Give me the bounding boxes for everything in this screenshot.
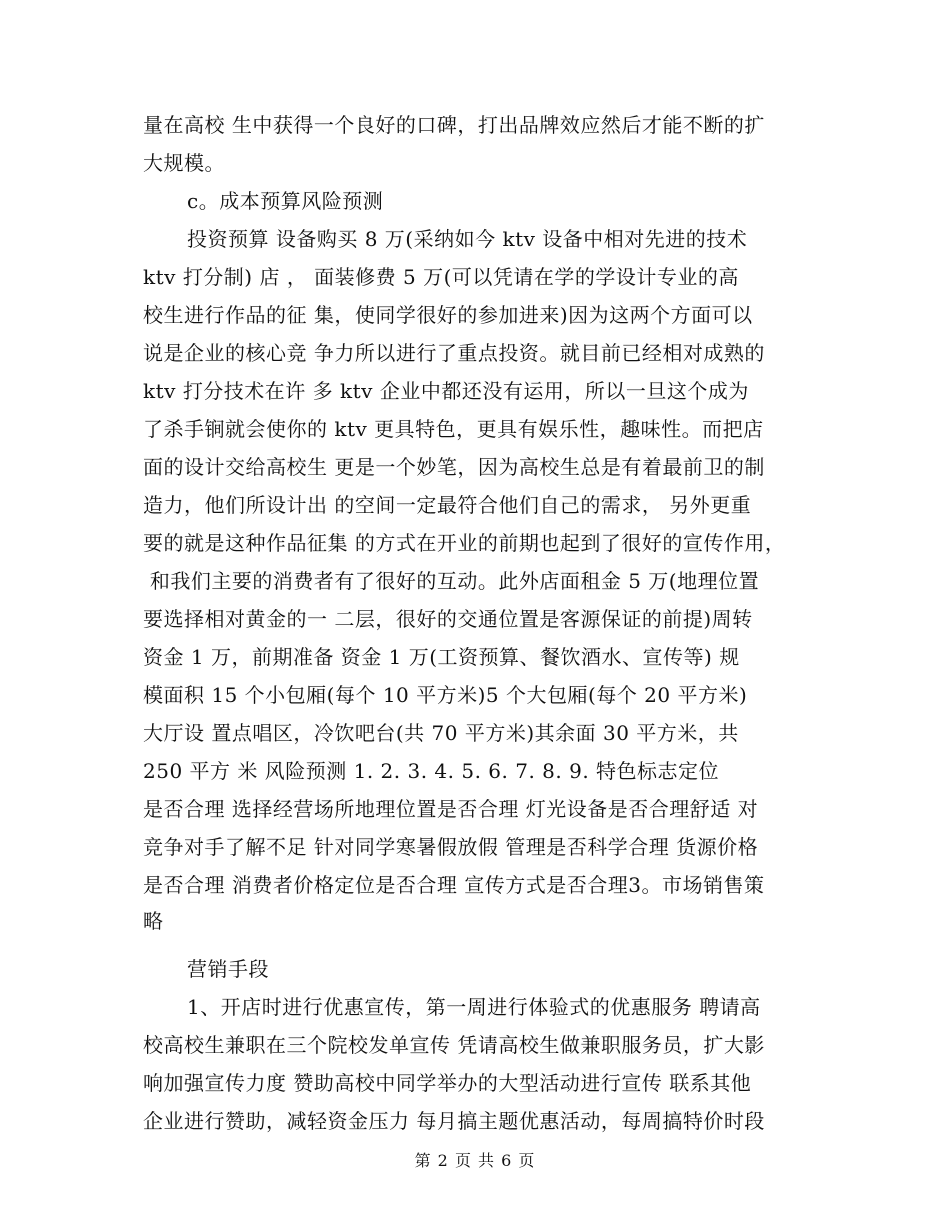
text-line: 了杀手锏就会使你的 ktv 更具特色，更具有娱乐性，趣味性。而把店 — [143, 417, 764, 441]
text-line: 略 — [143, 909, 164, 933]
text-line: ktv 打分技术在许 多 ktv 企业中都还没有运用，所以一旦这个成为 — [143, 379, 749, 403]
text-line: 大厅设 置点唱区，冷饮吧台(共 70 平方米)其余面 30 平方米，共 — [143, 721, 739, 745]
text-line: 大规模。 — [143, 151, 225, 175]
page-number-footer: 第 2 页 共 6 页 — [414, 1151, 536, 1170]
text-line: 企业进行赞助，减轻资金压力 每月搞主题优惠活动，每周搞特价时段 — [143, 1109, 765, 1133]
text-line: 竞争对手了解不足 针对同学寒暑假放假 管理是否科学合理 货源价格 — [143, 835, 759, 859]
text-line: 和我们主要的消费者有了很好的互动。此外店面租金 5 万(地理位置 — [143, 569, 760, 593]
text-line: 1、开店时进行优惠宣传，第一周进行体验式的优惠服务 聘请高 — [187, 995, 761, 1019]
text-line: 是否合理 消费者价格定位是否合理 宣传方式是否合理3。市场销售策 — [143, 873, 765, 897]
text-line: 校生进行作品的征 集，使同学很好的参加进来)因为这两个方面可以 — [143, 303, 753, 327]
text-line: 资金 1 万，前期准备 资金 1 万(工资预算、餐饮酒水、宣传等) 规 — [143, 645, 740, 669]
text-line: ktv 打分制) 店 ， 面装修费 5 万(可以凭请在学的学设计专业的高 — [143, 265, 739, 289]
text-line: 要选择相对黄金的一 二层，很好的交通位置是客源保证的前提)周转 — [143, 607, 753, 631]
section-heading: 营销手段 — [187, 957, 269, 981]
text-line: 250 平方 米 风险预测 1. 2. 3. 4. 5. 6. 7. 8. 9. 特色标志定位 — [143, 759, 720, 783]
text-line: 造力，他们所设计出 的空间一定最符合他们自己的需求， 另外更重 — [143, 493, 752, 517]
text-line: 量在高校 生中获得一个良好的口碑，打出品牌效应然后才能不断的扩 — [143, 113, 765, 137]
text-line: 是否合理 选择经营场所地理位置是否合理 灯光设备是否合理舒适 对 — [143, 797, 759, 821]
text-line: 面的设计交给高校生 更是一个妙笔，因为高校生总是有着最前卫的制 — [143, 455, 765, 479]
text-line: 校高校生兼职在三个院校发单宣传 凭请高校生做兼职服务员，扩大影 — [143, 1033, 765, 1057]
section-heading: c。成本预算风险预测 — [187, 189, 384, 213]
text-line: 响加强宣传力度 赞助高校中同学举办的大型活动进行宣传 联系其他 — [143, 1071, 752, 1095]
text-line: 模面积 15 个小包厢(每个 10 平方米)5 个大包厢(每个 20 平方米) — [143, 683, 748, 707]
text-line: 说是企业的核心竞 争力所以进行了重点投资。就目前已经相对成熟的 — [143, 341, 765, 365]
text-line: 投资预算 设备购买 8 万(采纳如今 ktv 设备中相对先进的技术 — [187, 227, 748, 251]
text-line: 要的就是这种作品征集 的方式在开业的前期也起到了很好的宣传作用， — [143, 531, 786, 555]
